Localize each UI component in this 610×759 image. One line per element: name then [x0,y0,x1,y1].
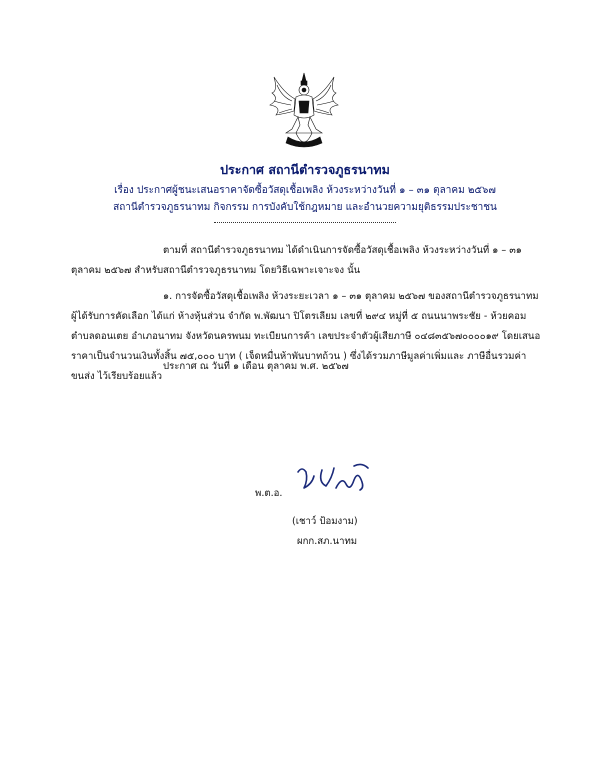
signer-name: (เชาว์ ป้อมงาม) [292,516,358,527]
paragraph-intro-text: ตามที่ สถานีตำรวจภูธรนาทม ได้ดำเนินการจัดซื้อวัสดุเชื้อเพลิง ห้วงระหว่างวันที่ ๑ – ๓๑ ตุลาคม ๒๕๖๗ สำหรับสถานีตำรวจภูธรนาทม โดยวิธีเฉพาะเจาะจง นั้น [71,245,522,276]
announcement-date: ประกาศ ณ วันที่ ๑ เดือน ตุลาคม พ.ศ. ๒๕๖๗ [163,361,349,372]
garuda-emblem-icon [266,71,342,151]
subject-line-continued: สถานีตำรวจภูธรนาทม กิจกรรม การบังคับใช้กฎหมาย และอำนวยความยุติธรรมประชาชน [113,202,497,213]
paragraph-award-text: ๑. การจัดซื้อวัสดุเชื้อเพลิง ห้วงระยะเวลา ๑ – ๓๑ ตุลาคม ๒๕๖๗ ของสถานีตำรวจภูธรนาทม ผู้ได้รับการคัดเลือก ได้แก่ ห้างหุ้นส่วน จำกัด พ.พัฒนา ปิโตรเลียม เลขที่ ๒๙๔ หมู่ที่ ๕ ถนนนาพระชัย - ห้วยคอม ตำบลดอนเตย อำเภอนาทม จังหวัดนครพนม ทะเบียนการค้า เลขประจำตัวผู้เสียภาษี ๐๔๘๓๕๖๗๐๐๐๐๑๙ โดยเสนอ ราคาเป็นจำนวนเงินทั้งสิ้น ๗๕,๐๐๐ บาท ( เจ็ดหมื่นห้าพันบาทถ้วน ) ซึ่งได้รวมภาษีมูลค่าเพิ่มและ ภาษีอื่นรวมค่าขนส่ง ไว้เรียบร้อยแล้ว [71,291,541,382]
signer-rank: พ.ต.อ. [255,488,283,499]
paragraph-intro [71,241,541,281]
subject-line: เรื่อง ประกาศผู้ชนะเสนอราคาจัดซื้อวัสดุเชื้อเพลิง ห้วงระหว่างวันที่ ๑ – ๓๑ ตุลาคม ๒๕๖๗ [114,185,496,196]
signer-position: ผกก.สภ.นาทม [297,536,358,547]
handwritten-signature [292,458,382,503]
announcement-title: ประกาศ สถานีตำรวจภูธรนาทม [220,162,390,177]
dotted-divider [214,222,396,223]
